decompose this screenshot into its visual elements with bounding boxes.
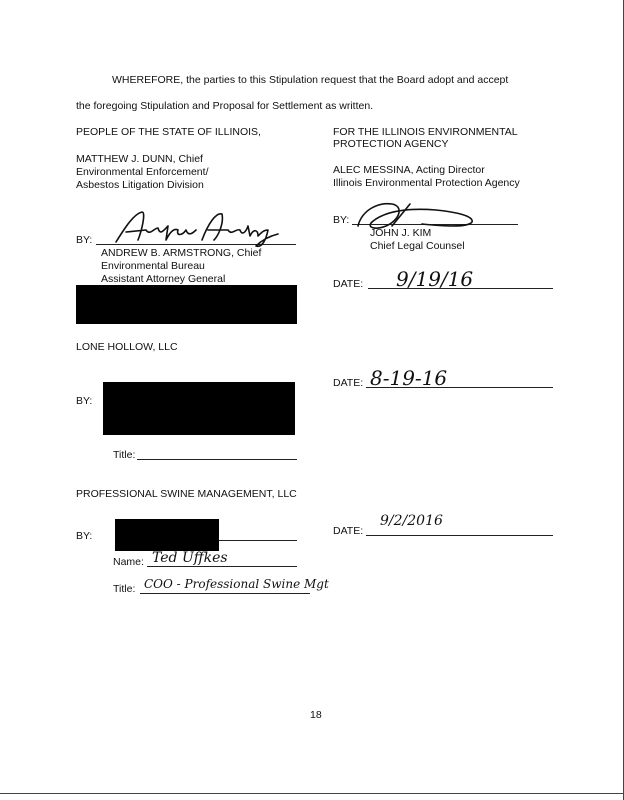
armstrong-signature — [112, 206, 282, 250]
lone-hollow-heading: LONE HOLLOW, LLC — [76, 341, 178, 353]
intro-line-1: WHEREFORE, the parties to this Stipulation request that the Board adopt and accept — [112, 74, 509, 86]
people-signer-name: MATTHEW J. DUNN, Chief — [76, 153, 203, 165]
page-number: 18 — [310, 709, 322, 721]
psm-title-line — [140, 593, 310, 594]
iepa-date-label: DATE: — [333, 278, 364, 290]
people-sig-line3: Assistant Attorney General — [101, 273, 226, 285]
people-sig-line2: Environmental Bureau — [101, 260, 205, 272]
psm-by-line — [219, 540, 297, 541]
scan-edge-bottom — [0, 793, 624, 794]
psm-heading: PROFESSIONAL SWINE MANAGEMENT, LLC — [76, 488, 297, 500]
intro-line-2: the foregoing Stipulation and Proposal for Settlement as written. — [76, 100, 374, 112]
psm-name-label: Name: — [113, 556, 144, 568]
psm-by-label: BY: — [76, 530, 93, 542]
psm-date-line — [366, 535, 553, 536]
psm-name-value: Ted Uffkes — [152, 550, 228, 566]
lone-hollow-date-label: DATE: — [333, 377, 364, 389]
redaction-block — [76, 285, 297, 324]
people-sig-name: ANDREW B. ARMSTRONG, Chief — [101, 247, 262, 259]
psm-title-label: Title: — [113, 583, 136, 595]
iepa-agency: Illinois Environmental Protection Agency — [333, 177, 520, 189]
lone-hollow-title-label: Title: — [113, 449, 136, 461]
iepa-director: ALEC MESSINA, Acting Director — [333, 164, 485, 176]
people-signer-line2: Environmental Enforcement/ — [76, 166, 209, 178]
people-signer-line3: Asbestos Litigation Division — [76, 179, 204, 191]
iepa-sig-name: JOHN J. KIM — [370, 227, 432, 239]
iepa-by-label: BY: — [333, 214, 350, 226]
psm-date-label: DATE: — [333, 525, 364, 537]
psm-title-value: COO - Professional Swine Mgt — [144, 577, 329, 591]
psm-name-line — [147, 566, 297, 567]
lone-hollow-redaction — [103, 382, 295, 435]
lone-hollow-date-value: 8-19-16 — [370, 366, 448, 390]
iepa-date-value: 9/19/16 — [396, 267, 474, 291]
people-heading: PEOPLE OF THE STATE OF ILLINOIS, — [76, 126, 261, 138]
iepa-sig-title: Chief Legal Counsel — [370, 240, 465, 252]
iepa-heading-2: PROTECTION AGENCY — [333, 138, 449, 150]
lone-hollow-by-label: BY: — [76, 395, 93, 407]
people-by-label: BY: — [76, 234, 93, 246]
psm-redaction — [115, 519, 219, 551]
lone-hollow-title-line — [137, 459, 297, 460]
iepa-heading-1: FOR THE ILLINOIS ENVIRONMENTAL — [333, 126, 518, 138]
psm-date-value: 9/2/2016 — [380, 513, 443, 529]
